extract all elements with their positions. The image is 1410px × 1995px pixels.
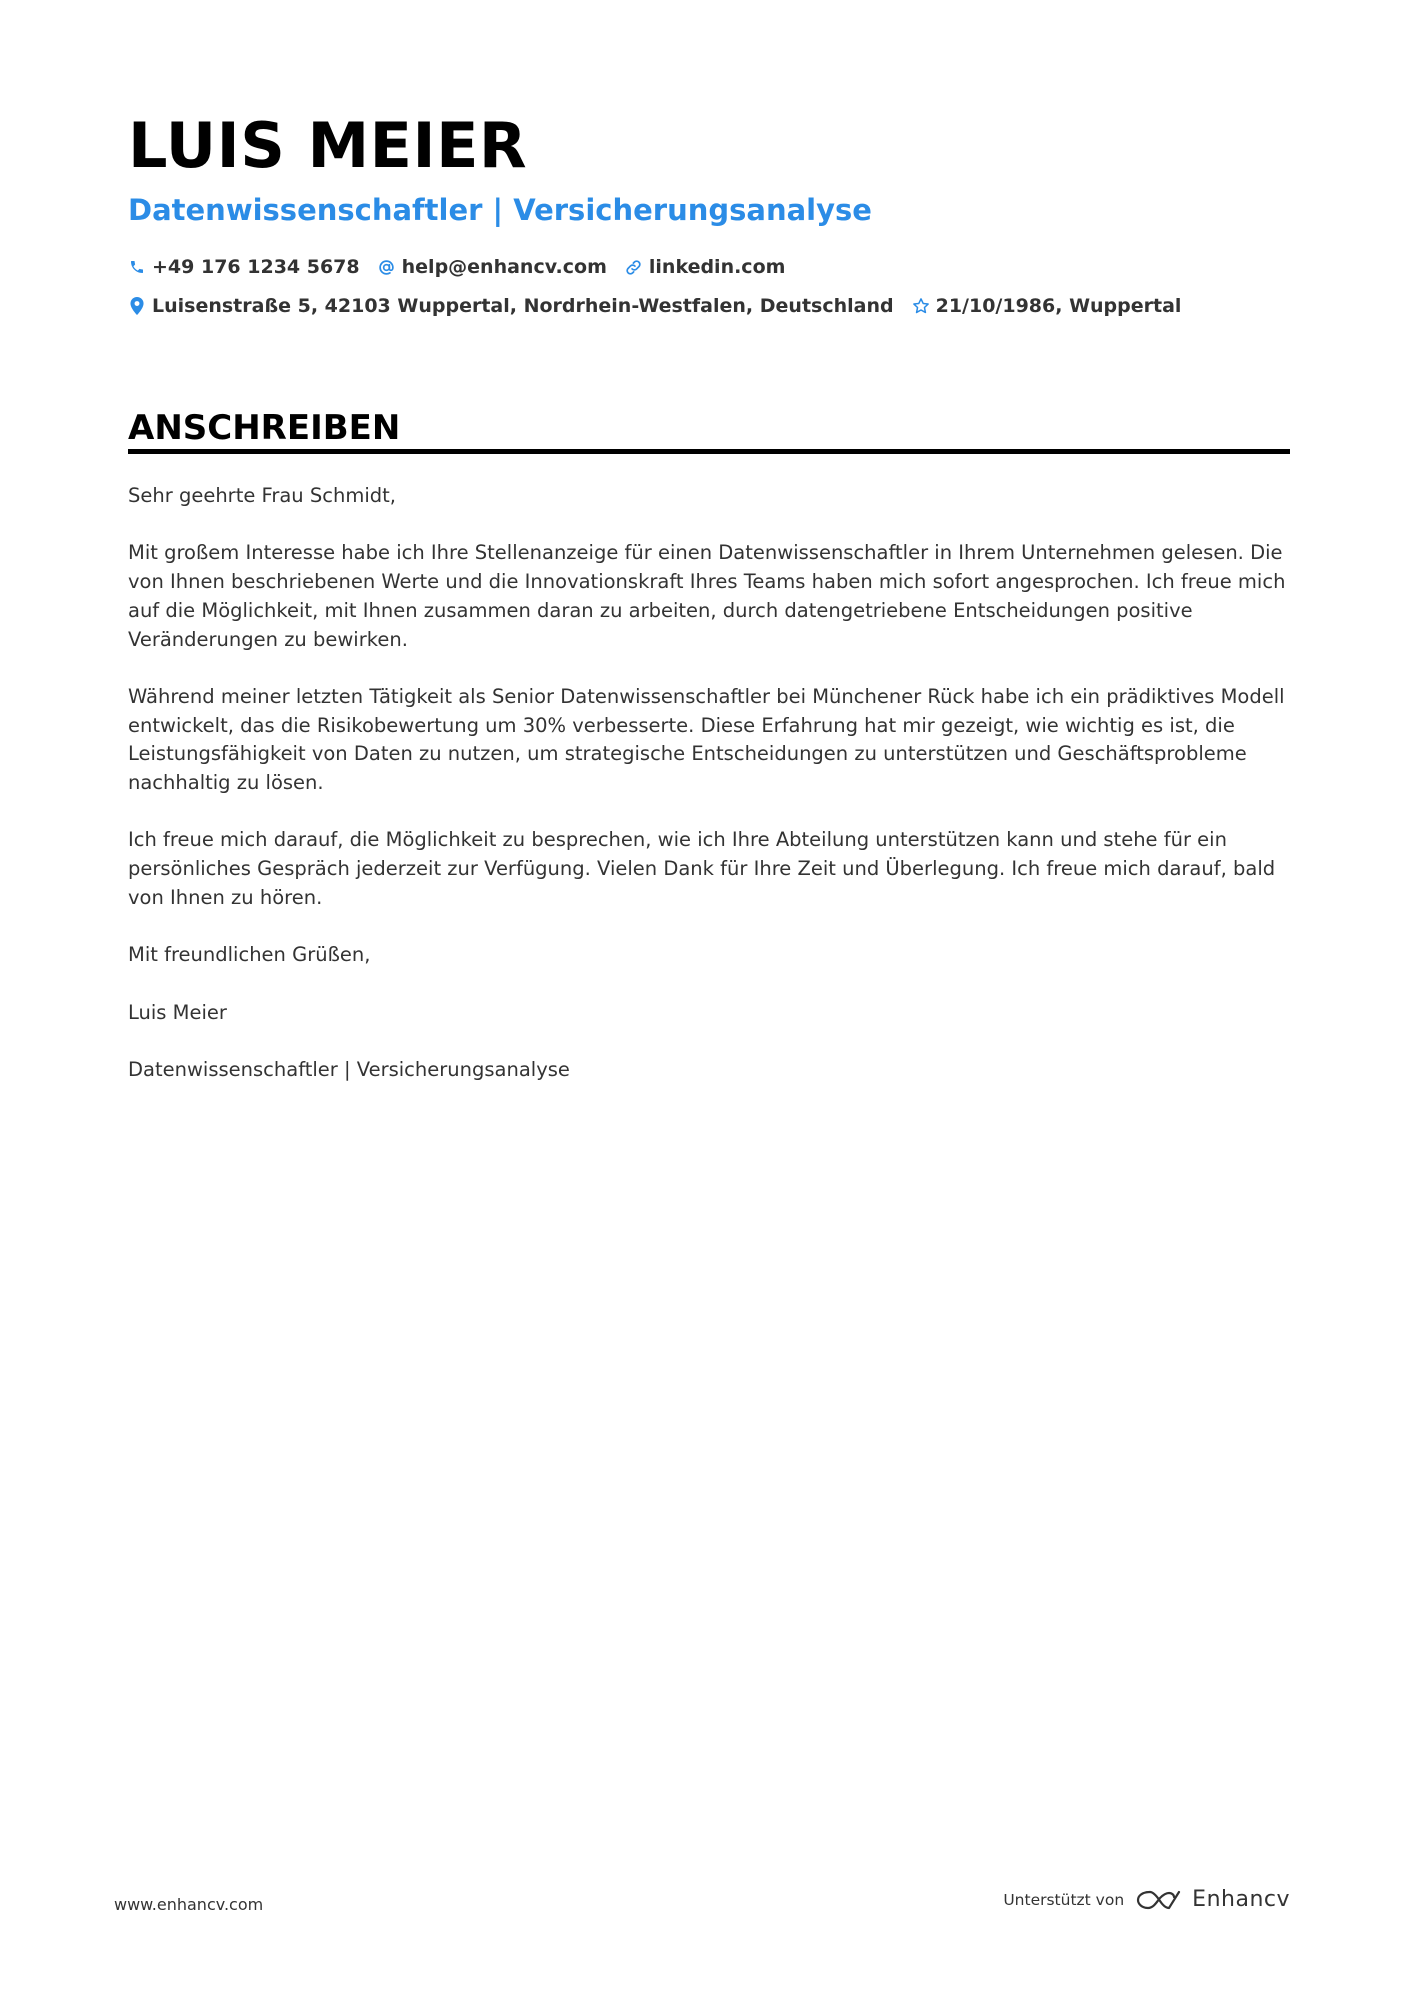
link-icon [625,258,643,276]
contact-birth [912,295,1182,317]
at-icon [378,258,396,276]
letter-body [128,482,1290,1113]
powered-by-text: Unterstützt von [1003,1890,1125,1909]
address-text: Luisenstraße 5, 42103 Wuppertal, Nordrhein-Westfalen, Deutschland [152,295,894,317]
contact-address [128,295,894,317]
letter-salutation: Sehr geehrte Frau Schmidt, [128,484,396,507]
signature-name: Luis Meier [128,1000,227,1024]
applicant-title: Datenwissenschaftler | Versicherungsanalyse [128,193,872,227]
linkedin-text[interactable]: linkedin.com [648,256,786,278]
star-icon [912,297,930,315]
email-text[interactable]: help@enhancv.com [401,256,607,278]
contact-linkedin[interactable] [625,256,786,278]
phone-icon [128,258,146,276]
section-divider [128,449,1290,454]
enhancv-logo-icon [1136,1888,1182,1912]
contact-row-secondary [128,292,1199,320]
letter-paragraph: Mit großem Interesse habe ich Ihre Stellenanzeige für einen Datenwissenschaftler in Ihrem Unternehmen gelesen. Die von Ihnen beschriebenen Werte und die Innovationskraft Ihres Teams haben mich sofort angesprochen. Ich freue mich auf die Möglichkeit, mit Ihnen zusammen daran zu arbeiten, durch datengetriebene Entscheidungen positive Veränderungen zu bewirken. [128,541,1286,651]
birth-text: 21/10/1986, Wuppertal [935,295,1182,317]
footer-branding [1003,1887,1290,1912]
contact-row-primary [128,253,803,281]
enhancv-wordmark: Enhancv [1192,1887,1290,1912]
location-pin-icon [128,297,146,315]
footer-website[interactable]: www.enhancv.com [114,1895,264,1914]
phone-text: +49 176 1234 5678 [152,256,360,278]
letter-closing: Mit freundlichen Grüßen, [128,943,371,967]
applicant-name: LUIS MEIER [128,109,528,182]
letter-paragraph: Ich freue mich darauf, die Möglichkeit zu besprechen, wie ich Ihre Abteilung unterstützen kann und stehe für ein persönliches Gespräch jederzeit zur Verfügung. Vielen Dank für Ihre Zeit und Überlegung. Ich freue mich darauf, bald von Ihnen zu hören. [128,828,1276,909]
letter-paragraph: Während meiner letzten Tätigkeit als Senior Datenwissenschaftler bei Münchener Rück habe ich ein prädiktives Modell entwickelt, das die Risikobewertung um 30% verbesserte. Diese Erfahrung hat mir gezeigt, wie wichtig es ist, die Leistungsfähigkeit von Daten zu nutzen, um strategische Entscheidungen zu unterstützen und Geschäftsprobleme nachhaltig zu lösen. [128,684,1285,794]
contact-phone [128,256,360,278]
signature-title: Datenwissenschaftler | Versicherungsanalyse [128,1057,570,1081]
section-title: ANSCHREIBEN [128,408,401,448]
contact-email[interactable] [378,256,607,278]
